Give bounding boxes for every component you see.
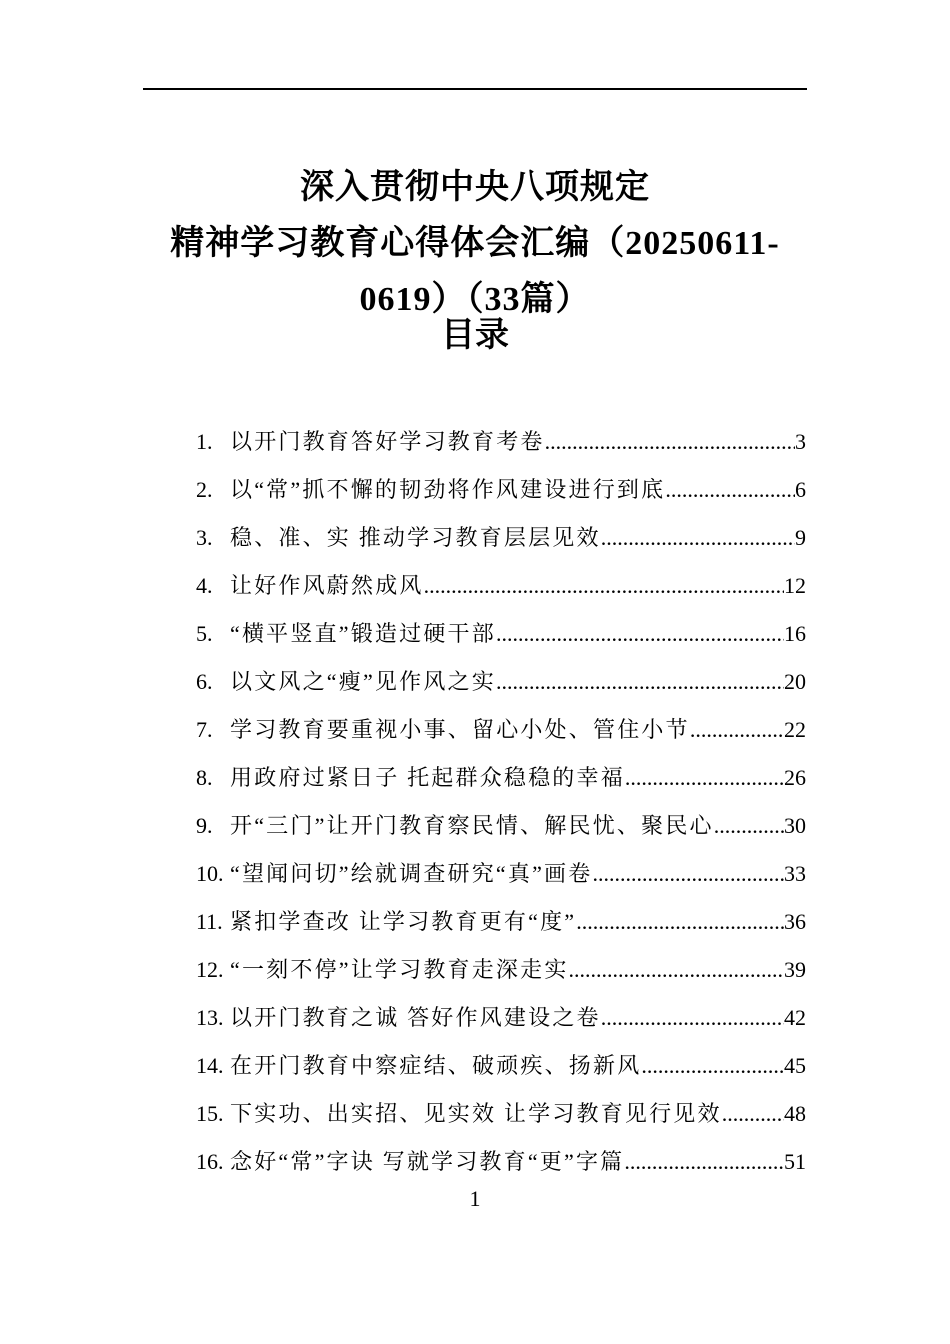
toc-entry-page: 36	[784, 909, 806, 934]
toc-entry[interactable]	[196, 1138, 806, 1186]
toc-entry-number: 3.	[196, 525, 213, 550]
toc-dot-leader	[722, 1090, 784, 1138]
toc-entry-number: 9.	[196, 813, 213, 838]
toc-entry[interactable]	[196, 706, 806, 754]
toc-entry-title: 开“三门”让开门教育察民情、解民忧、聚民心	[230, 813, 714, 838]
toc-entry-title: 以文风之“瘦”见作风之实	[230, 669, 496, 694]
toc-dot-leader	[714, 802, 784, 850]
toc-entry[interactable]	[196, 658, 806, 706]
toc-entry-page: 9	[795, 525, 806, 550]
toc-dot-leader	[545, 418, 795, 466]
toc-dot-leader	[601, 994, 784, 1042]
toc-dot-leader	[496, 658, 784, 706]
toc-entry[interactable]	[196, 994, 806, 1042]
toc-entry-page: 33	[784, 861, 806, 886]
toc-entry-number: 13.	[196, 1005, 224, 1030]
toc-entry-title: 紧扣学查改 让学习教育更有“度”	[230, 909, 577, 934]
toc-entry[interactable]	[196, 514, 806, 562]
toc-entry-number: 2.	[196, 477, 213, 502]
toc-entry-page: 48	[784, 1101, 806, 1126]
toc-entry-title: 以“常”抓不懈的韧劲将作风建设进行到底	[230, 477, 666, 502]
toc-entry[interactable]	[196, 850, 806, 898]
toc-entry[interactable]	[196, 946, 806, 994]
toc-entry[interactable]	[196, 898, 806, 946]
toc-entry-title: 用政府过紧日子 托起群众稳稳的幸福	[230, 765, 625, 790]
toc-entry-page: 26	[784, 765, 806, 790]
toc-heading: 目录	[441, 317, 509, 354]
toc-entry-title: “一刻不停”让学习教育走深走实	[230, 957, 569, 982]
toc-entry-number: 14.	[196, 1053, 224, 1078]
toc-entry-title: 稳、准、实 推动学习教育层层见效	[230, 525, 601, 550]
toc-dot-leader	[569, 946, 784, 994]
toc-entry-number: 10.	[196, 861, 224, 886]
table-of-contents	[196, 418, 806, 1186]
toc-entry-title: “望闻问切”绘就调查研究“真”画卷	[230, 861, 593, 886]
toc-entry-page: 39	[784, 957, 806, 982]
toc-entry-title: 下实功、出实招、见实效 让学习教育见行见效	[230, 1101, 722, 1126]
toc-dot-leader	[576, 898, 784, 946]
toc-entry-title: 让好作风蔚然成风	[230, 573, 424, 598]
toc-entry-title: 学习教育要重视小事、留心小处、管住小节	[230, 717, 690, 742]
toc-entry-page: 6	[795, 477, 806, 502]
toc-dot-leader	[690, 706, 784, 754]
toc-entry-number: 12.	[196, 957, 224, 982]
toc-entry-page: 42	[784, 1005, 806, 1030]
toc-entry[interactable]	[196, 418, 806, 466]
toc-entry[interactable]	[196, 1090, 806, 1138]
title-line-2: 精神学习教育心得体会汇编（20250611-	[170, 225, 780, 262]
toc-entry-page: 30	[784, 813, 806, 838]
toc-dot-leader	[624, 1138, 784, 1186]
toc-entry[interactable]	[196, 466, 806, 514]
toc-entry-number: 11.	[196, 909, 223, 934]
toc-dot-leader	[424, 562, 784, 610]
toc-entry[interactable]	[196, 562, 806, 610]
page-number: 1	[469, 1186, 481, 1211]
toc-entry[interactable]	[196, 1042, 806, 1090]
toc-entry-title: 以开门教育之诚 答好作风建设之卷	[230, 1005, 601, 1030]
toc-entry-page: 45	[784, 1053, 806, 1078]
toc-entry[interactable]	[196, 610, 806, 658]
toc-dot-leader	[665, 466, 795, 514]
document-title	[120, 160, 830, 328]
toc-entry-title: “横平竖直”锻造过硬干部	[230, 621, 496, 646]
toc-dot-leader	[592, 850, 784, 898]
title-line-1: 深入贯彻中央八项规定	[300, 169, 650, 206]
toc-entry[interactable]	[196, 802, 806, 850]
toc-entry-page: 51	[784, 1149, 806, 1174]
toc-entry-number: 15.	[196, 1101, 224, 1126]
toc-entry-page: 3	[795, 429, 806, 454]
toc-entry-title: 以开门教育答好学习教育考卷	[230, 429, 545, 454]
toc-entry-page: 20	[784, 669, 806, 694]
toc-entry-title: 念好“常”字诀 写就学习教育“更”字篇	[230, 1149, 625, 1174]
toc-dot-leader	[641, 1042, 784, 1090]
title-line-3: 0619）（33篇）	[359, 281, 591, 318]
toc-entry-page: 22	[784, 717, 806, 742]
toc-entry-number: 1.	[196, 429, 213, 454]
header-rule	[143, 88, 807, 90]
toc-entry-number: 6.	[196, 669, 213, 694]
toc-entry-number: 7.	[196, 717, 213, 742]
toc-entry-page: 16	[784, 621, 806, 646]
toc-dot-leader	[625, 754, 784, 802]
toc-entry[interactable]	[196, 754, 806, 802]
toc-dot-leader	[601, 514, 795, 562]
toc-entry-number: 5.	[196, 621, 213, 646]
toc-entry-number: 16.	[196, 1149, 224, 1174]
toc-dot-leader	[496, 610, 784, 658]
toc-entry-title: 在开门教育中察症结、破顽疾、扬新风	[230, 1053, 642, 1078]
toc-entry-page: 12	[784, 573, 806, 598]
toc-entry-number: 4.	[196, 573, 213, 598]
toc-entry-number: 8.	[196, 765, 213, 790]
